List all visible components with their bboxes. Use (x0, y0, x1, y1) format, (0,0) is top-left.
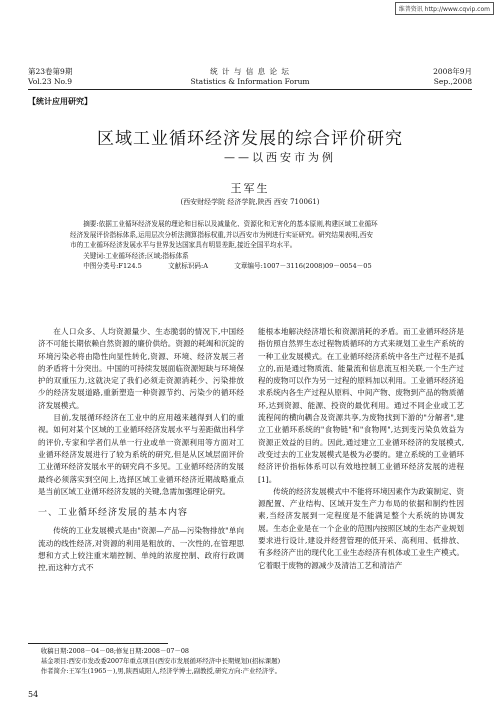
issue-date (433, 67, 472, 87)
paper-title: 区域工业循环经济发展的综合评价研究 (97, 129, 403, 149)
footnote-rule (28, 643, 168, 644)
abstract-line: 市的工业循环经济发展水平与世界发达国家具有明显差距,接近全国平均水平。 (70, 241, 297, 249)
journal-cn: 统 计 与 信 息 论 坛 (210, 67, 290, 76)
column-label: 【统计应用研究】 (28, 96, 92, 106)
date-cn: 2008年9月 (433, 67, 472, 76)
volume-en: Vol.23 No.9 (28, 77, 73, 86)
abstract (70, 219, 450, 272)
date-en: Sep.,2008 (433, 77, 472, 86)
volume-info (28, 67, 72, 87)
page-number: 54 (28, 690, 39, 699)
paragraph: 传统的经济发展模式中不能将环境因素作为政策制定、资源配置、产业结构、区域开发生产力布局的依据和制约性因素,当经济发展到一定程度是不能满足整个大系统的协调发展。生态企业是在一个企业的范围内按照区域的生态产业规划要求进行设计,建设并经营管理的低开采、高利用、低排放、有多经济产出的现代化工业生态经济有机体或工业生产模式。它着眼于废物的源减少及清洁工艺和清洁产 (258, 486, 465, 570)
paragraph: 在人口众多、人均资源量少、生态脆弱的情况下,中国经济不可能长期依赖自然资源的廉价供给。资源的耗竭和沉淀的环境污染必将由隐性向显性转化,资源、环境、经济发展三者的矛盾将十分突出。中国的可持续发展面临资源短缺与环境保护的双重压力,这就决定了我们必须走资源消耗少、污染排放少的经济发展道路,重新塑造一种资源节约、污染少的循环经济发展模式。 (38, 327, 245, 410)
article-number: 文章编号:1007－3116(2008)09－0054－05 (234, 262, 372, 270)
watermark-stamp: 维普资讯 http://www.cqvip.com (395, 2, 494, 15)
received-date: 收稿日期:2008－04－08;修复日期:2008－07－08 (40, 647, 189, 655)
paragraph: 目前,发展循环经济在工业中的应用越来越得到人们的重视。如何对某个区域的工业循环经济发展水平与差距做出科学的评价,专家和学者们从单一行业或单一资源利用等方面对工业循环经济发展进行了较为系统的研究,但是从区域层面评价工业循环经济发展水平的研究尚不多见。工业循环经济的发展最终必须落实到空间上,选择区域工业循环经济近期战略重点是当前区域工业循环经济发展的关键,急需加强理论研究。 (38, 413, 245, 496)
section-heading: 一、工业循环经济发展的基本内容 (38, 508, 189, 519)
paragraph: 能根本地解决经济增长和资源消耗的矛盾。而工业循环经济是指仿照自然界生态过程物质循环的方式来规划工业生产系统的一种工业发展模式。在工业循环经济系统中各生产过程不是孤立的,而是通过物质流、能量流和信息流互相关联,一个生产过程的废物可以作为另一过程的原料加以利用。工业循环经济追求系统内各生产过程从原料、中间产物、废物到产品的物质循环,达到资源、能源、投资的最优利用。通过不同企业或工艺流程间的横向耦合及资源共享,为废物找到下游的"分解者",建立工业循环系统的"食物链"和"食物网",达到变污染负效益为资源正效益的目的。因此,通过建立工业循环经济的发展模式,改变过去的工业发展模式是极为必要的。建立系统的工业循环经济评价指标体系可以有效地控制工业循环经济发展的进程[1]。 (258, 327, 465, 484)
clc-number: 中图分类号:F124.5 (83, 262, 142, 270)
journal-name (150, 67, 350, 87)
left-column (38, 326, 244, 575)
keywords: 关键词:工业循环经济;区域;指标体系 (83, 251, 189, 260)
journal-en: Statistics & Information Forum (190, 77, 310, 86)
abstract-line: 经济发展评价指标体系,运用层次分析法测算指标权重,并以西安市为例进行实证研究。研究结果表明,西安 (70, 230, 374, 239)
fund-project: 基金项目:西安市发改委2007年重点项目(西安市发展循环经济中长期规划)(招标课题) (40, 657, 281, 665)
footnotes (28, 646, 478, 676)
header-rule (28, 89, 472, 90)
classification-line (70, 261, 450, 272)
author-bio: 作者简介:王军生(1965－),男,陕西咸阳人,经济学博士,副教授,研究方向:产业经济学。 (40, 667, 282, 675)
paper-subtitle: ——以西安市为例 (224, 151, 336, 164)
paragraph: 传统的工业发展模式是由"资源—产品—污染物排放"单向流动的线性经济,对资源的利用是粗放的、一次性的,在管理思想和方式上较注重末端控制、单纯的浓度控制、政府行政调控,而这种方式不 (38, 526, 245, 573)
document-code: 文献标识码:A (168, 262, 209, 270)
author-affiliation: (西安财经学院 经济学院,陕西 西安 710061) (180, 198, 320, 206)
volume-cn: 第23卷第9期 (28, 67, 73, 76)
right-column (258, 326, 464, 572)
abstract-line: 摘要:依据工业循环经济发展的理论和目标以及减量化、资源化和无害化的基本原则,构建区域工业循环 (83, 220, 378, 228)
author-name: 王军生 (230, 182, 270, 195)
